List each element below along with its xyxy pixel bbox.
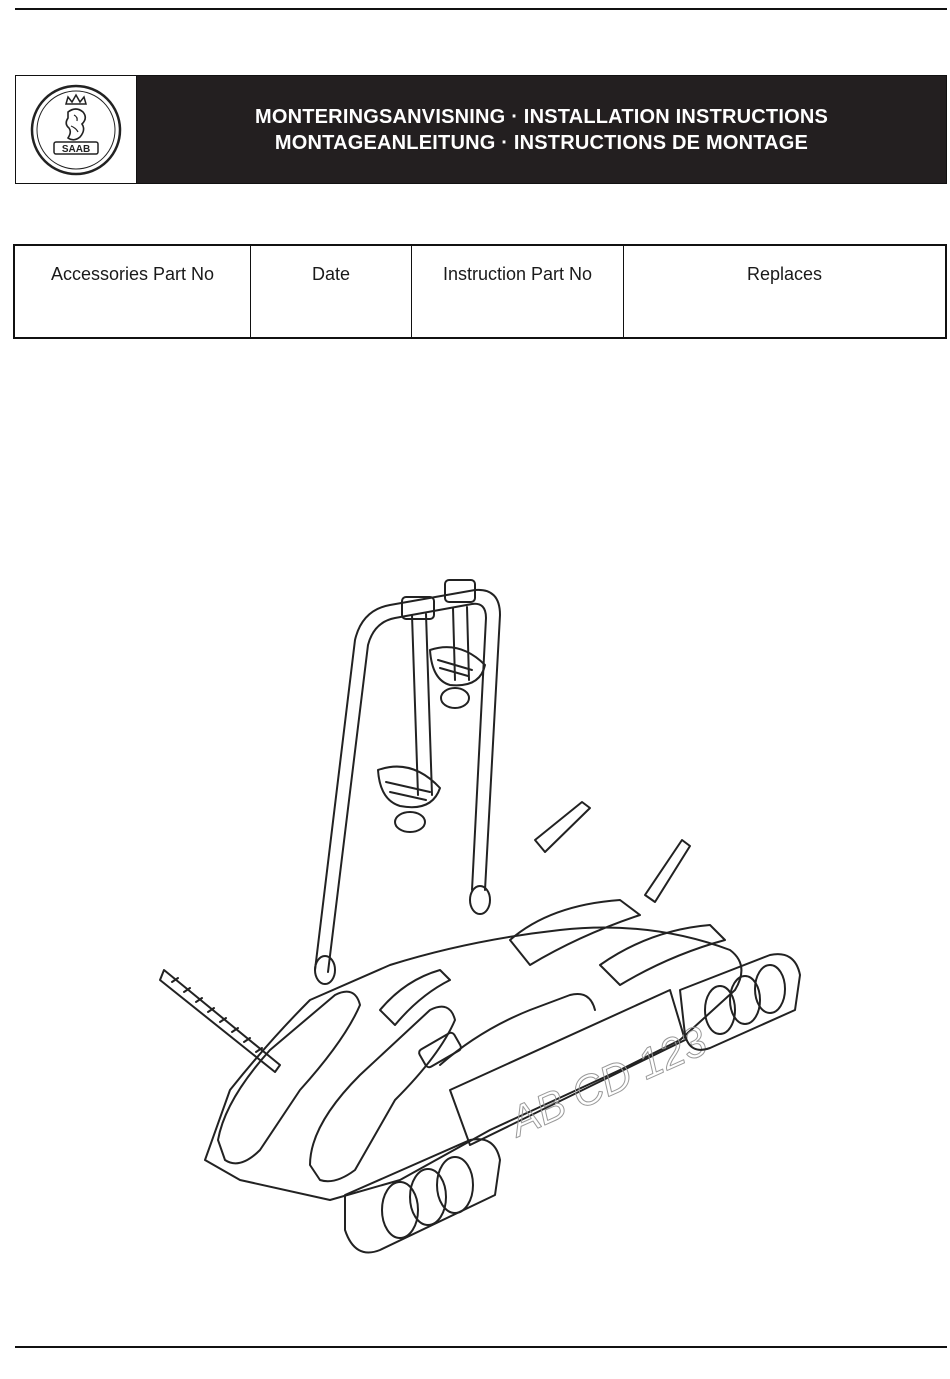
replaces-cell: Replaces — [746, 264, 823, 284]
bike-carrier-illustration — [150, 570, 830, 1270]
header-title-block — [137, 76, 946, 183]
top-rule — [15, 8, 947, 10]
accessories-part-no-cell: Accessories Part No — [15, 246, 251, 337]
date-cell: Date — [251, 246, 412, 337]
saab-logo-cell — [16, 76, 137, 183]
logo-brand-text: SAAB — [61, 143, 91, 155]
saab-griffin-logo — [28, 82, 124, 178]
title-line-2: MONTAGEANLEITUNG · INSTRUCTIONS DE MONTAGE — [274, 131, 809, 154]
instruction-part-no-cell: Instruction Part No — [412, 246, 624, 337]
part-info-table — [13, 244, 947, 339]
title-line-1: MONTERINGSANVISNING · INSTALLATION INSTRUCTIONS — [254, 105, 829, 128]
license-plate-text: AB CD 123 — [502, 1016, 714, 1146]
bottom-rule — [15, 1346, 947, 1348]
document-header — [15, 75, 947, 184]
